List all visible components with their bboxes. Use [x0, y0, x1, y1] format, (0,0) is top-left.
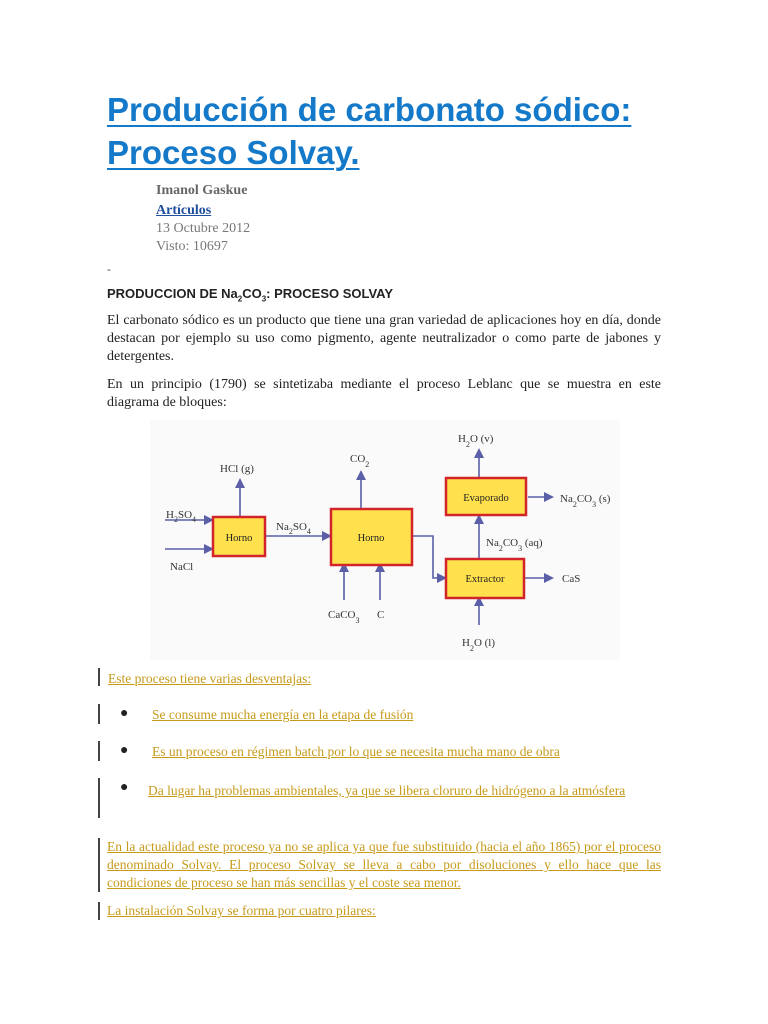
bullet-link-2[interactable]: Es un proceso en régimen batch por lo que se necesita mucha mano de obra	[152, 744, 560, 759]
text-cursor-bar	[98, 741, 100, 761]
bullet-link-3[interactable]: Da lugar ha problemas ambientales, ya que se libera cloruro de hidrógeno a la atmósfera	[148, 783, 626, 798]
na2co3-aq-label: $Na_2CO_3$ (aq)	[486, 537, 543, 553]
text-cursor-bar	[98, 838, 100, 892]
intro-paragraph: El carbonato sódico es un producto que tiene una gran variedad de aplicaciones hoy en día, donde destacan por ejemplo su uso como pigmento, agente neutralizador o como parte de jabones y detergentes.	[107, 313, 661, 364]
leblanc-paragraph: En un principio (1790) se sintetizaba mediante el proceso Leblanc que se muestra en este diagrama de bloques:	[107, 377, 661, 410]
solvay-pillars-link[interactable]: La instalación Solvay se forma por cuatro pilares:	[107, 903, 376, 918]
bullet-link-1[interactable]: Se consume mucha energía en la etapa de fusión	[152, 707, 414, 722]
separator-dash: -	[107, 262, 111, 276]
author-name: Imanol Gaskue	[156, 183, 248, 198]
text-cursor-bar	[98, 704, 100, 724]
c-label: C	[377, 609, 385, 621]
bullet-icon: ●	[120, 743, 129, 758]
na2co3-s-label: $Na_2CO_3$ (s)	[560, 493, 611, 509]
leblanc-block-diagram	[150, 420, 620, 660]
text-cursor-bar	[98, 902, 100, 920]
publish-date: 13 Octubre 2012	[156, 221, 251, 236]
hits-counter: Visto: 10697	[156, 239, 228, 254]
h2so4-label: $H_2SO_4$	[166, 509, 197, 524]
horno1-label: Horno	[225, 533, 253, 544]
category-link[interactable]: Artículos	[156, 203, 212, 218]
caco3-label: CaCO$_3$	[328, 609, 360, 625]
hcl-label: HCl (g)	[220, 463, 254, 475]
evaporado-label: Evaporado	[463, 493, 509, 504]
disadvantages-link[interactable]: Este proceso tiene varias desventajas:	[108, 671, 312, 686]
h2o-v-label: $H_2O$ (v)	[458, 433, 494, 449]
solvay-intro-link[interactable]: En la actualidad este proceso ya no se aplica ya que fue substituido (hacia el año 1865) por el proceso denominado Solvay. El proceso Solvay se lleva a cabo por disoluciones y ello hace que las condiciones de proceso se han más sencillas y el coste sea menor.	[107, 839, 661, 890]
horno2-label: Horno	[357, 533, 385, 544]
text-cursor-bar	[98, 778, 100, 818]
nacl-label: NaCl	[170, 561, 194, 573]
article-title[interactable]: Producción de carbonato sódico: Proceso Solvay.	[107, 91, 632, 171]
section-heading: PRODUCCION DE $Na_2CO_3$: PROCESO SOLVAY	[107, 286, 394, 304]
extractor-label: Extractor	[465, 574, 505, 585]
bullet-icon: ●	[120, 780, 129, 795]
na2so4-label: $Na_2SO_4$	[276, 521, 311, 536]
text-cursor-bar	[98, 668, 100, 686]
bullet-icon: ●	[120, 706, 129, 721]
co2-label: $CO_2$	[350, 453, 370, 469]
h2o-l-label: $H_2O$ (l)	[462, 637, 496, 653]
cas-label: CaS	[562, 573, 581, 585]
